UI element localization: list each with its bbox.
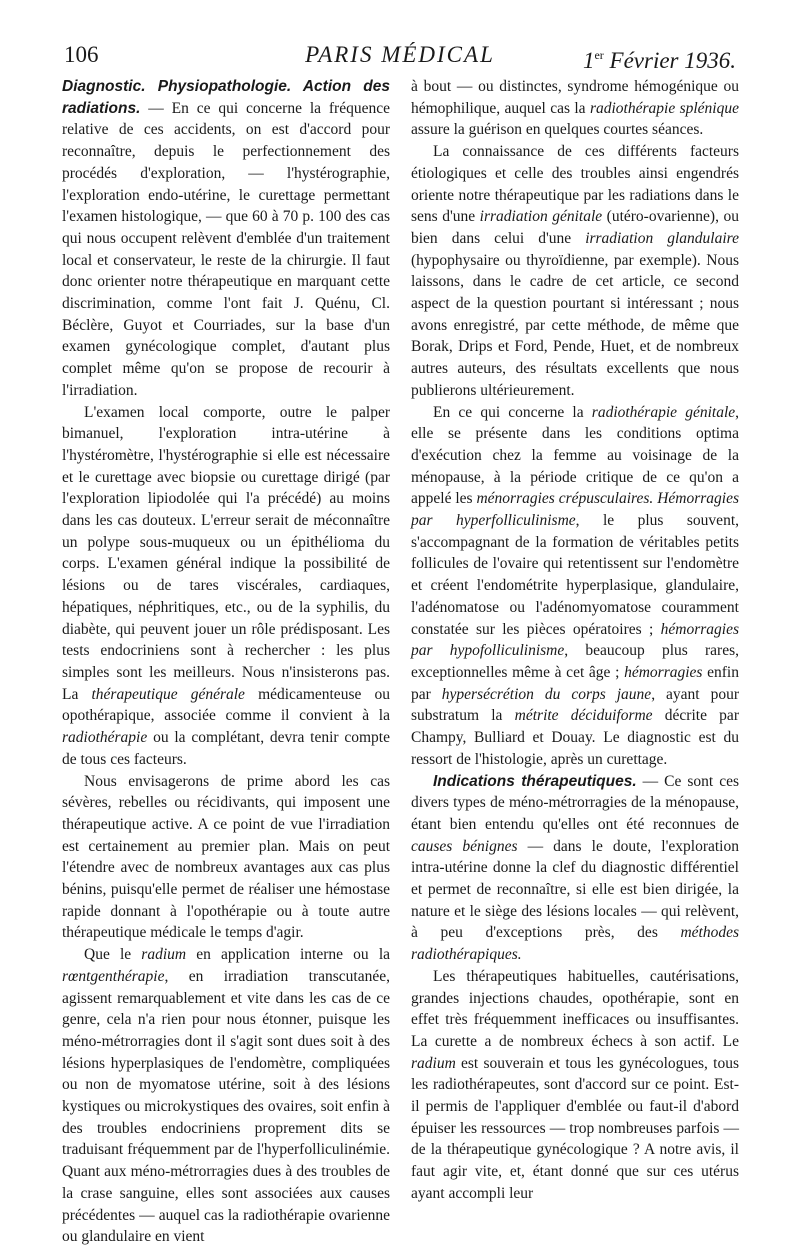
section-heading: Indications thérapeutiques. (433, 772, 637, 790)
paragraph: à bout — ou distinctes, syndrome hémogénique ou hémophilique, auquel cas la radiothérapie splénique assure la guérison en quelques courtes séances. (411, 78, 739, 139)
page-number: 106 (64, 42, 99, 67)
journal-title: PARIS MÉDICAL (305, 42, 495, 67)
page-header (64, 40, 736, 73)
paragraph: La connaissance de ces différents facteurs étiologiques et celle des troubles ainsi engendrés oriente notre thérapeutique par les radiations dans le sens d'une irradiation génitale (utéro-ovarienne), ou bien dans celui d'une irradiation glandulaire (hypophysaire ou thyroïdienne, par exemple). Nous laissons, dans le cadre de cet article, ce second aspect de la question pourtant si intéressant ; nous avons enregistré, par cette méthode, de même que Borak, Drips et Ford, Pende, Huet, et de nombreux autres auteurs, des résultats excellents que nous publierons ultérieurement. (411, 143, 739, 399)
paragraph: En ce qui concerne la radiothérapie génitale, elle se présente dans les conditions optima d'exécution chez la femme au voisinage de la ménopause, à la période critique de ce qu'on a appelé les ménorragies crépusculaires. Hémorragies par hyperfolliculinisme, le plus souvent, s'accompagnant de la formation de véritables petits follicules de l'ovaire qui retentissent sur l'endomètre et créent l'endométrite hyperplasique, glandulaire, l'adénomatose ou l'adénomyomatose couramment constatée sur les pièces opératoires ; hémorragies par hypofolliculinisme, beaucoup plus rares, exceptionnelles même à cet âge ; hémorragies enfin par hypersécrétion du corps jaune, ayant pour substratum la métrite déciduiforme décrite par Champy, Bulliard et Douay. Le diagnostic est du ressort de l'histologie, après un curettage. (411, 403, 740, 768)
paragraph: Nous envisagerons de prime abord les cas sévères, rebelles ou récidivants, qui imposent une thérapeutique active. A ce point de vue l'irradiation est certainement au premier plan. Mais on peut l'étendre avec de nombreux avantages aux cas plus bénins, puisqu'elle permet de réaliser une hémostase rapide donnant à l'opothérapie ou à toute autre thérapeutique médicale le temps d'agir. (62, 772, 390, 942)
paragraph: Indications thérapeutiques. — Ce sont ces divers types de méno-métrorragies de la ménopause, étant bien entendu qu'elles ont été reconnues de causes bénignes — dans le doute, l'exploration intra-utérine donne la clef du diagnostic différentiel et permet de reconnaître, si elle est bien dirigée, la nature et le siège des lésions locales — qui relèvent, à peu d'exceptions près, des méthodes radiothérapiques. (411, 772, 739, 964)
paragraph: Diagnostic. Physiopathologie. Action des radiations. — En ce qui concerne la fréquence relative de ces accidents, on est d'accord pour reconnaître, depuis le perfectionnement des procédés d'exploration, — l'hystérographie, l'exploration endo-utérine, le curettage permettant l'examen histologique, — que 60 à 70 p. 100 des cas qui nous occupent relèvent d'emblée d'un traitement local et conservateur, le reste de la chirurgie. Il faut donc orienter notre thérapeutique en marquant cette discrimination, comme l'ont fait J. Quénu, Cl. Béclère, Guyot et Courriades, sur la base d'un examen gynécologique complet, d'autant plus complet même qu'on se propose de recourir à l'irradiation. (62, 78, 390, 399)
paragraph: Que le radium en application interne ou la rœntgenthérapie, en irradiation transcutanée, agissent remarquablement et vite dans les cas de ce genre, cela n'a rien pour nous étonner, puisque les méno-métrorragies dont il s'agit sont dues soit à des lésions hyperplasiques de l'endomètre, compliquées ou non de myomatose utérine, soit à des lésions kystiques ou microkystiques des ovaires, soit enfin à des troubles endocriniens proprement dits se traduisant fréquemment par de l'hyperfolliculinémie. Quant aux méno-métrorragies dues à des troubles de la crase sanguine, elles sont associées aux causes précédentes — auquel cas la radiothérapie ovarienne ou glandulaire en vient (62, 946, 390, 1246)
right-column (411, 76, 739, 1205)
section-heading: Diagnostic. Physiopathologie. Action des radiations. (62, 78, 390, 117)
paragraph: L'examen local comporte, outre le palper bimanuel, l'exploration intra-utérine à l'hystéromètre, l'hystérographie si elle est nécessaire et le curettage avec biopsie ou curettage dirigé (par l'exploration lipiodolée qui l'a précédé) au moins dans les cas douteux. L'erreur serait de méconnaître un polype sous-muqueux ou un épithélioma du corps. L'examen général indique la possibilité de lésions ou de tares viscérales, cardiaques, hépatiques, néphritiques, etc., ou de la syphilis, du diabète, qui peuvent jouer un rôle prédisposant. Les tests endocriniens sont à rechercher : les plus simples sont les meilleurs. Nous n'insisterons pas. La thérapeutique générale médicamenteuse ou opothérapique, associée comme il convient à la radiothérapie ou la complétant, devra tenir compte de tous ces facteurs. (62, 403, 390, 768)
paragraph: Les thérapeutiques habituelles, cautérisations, grandes injections chaudes, opothérapie, sont en effet très fréquemment inefficaces ou insuffisantes. La curette a de nombreux échecs à son actif. Le radium est souverain et tous les gynécologues, tous les radiothérapeutes, sont d'accord sur ce point. Est-il permis de l'appliquer d'emblée ou faut-il d'abord épuiser les ressources — trop nombreuses parfois — de la thérapeutique gynécologique ? A notre avis, il faut agir vite, et, étant donné que sur ces utérus ayant accompli leur (411, 967, 739, 1202)
left-column (62, 76, 390, 1248)
issue-date: 1er Février 1936. (582, 48, 736, 73)
